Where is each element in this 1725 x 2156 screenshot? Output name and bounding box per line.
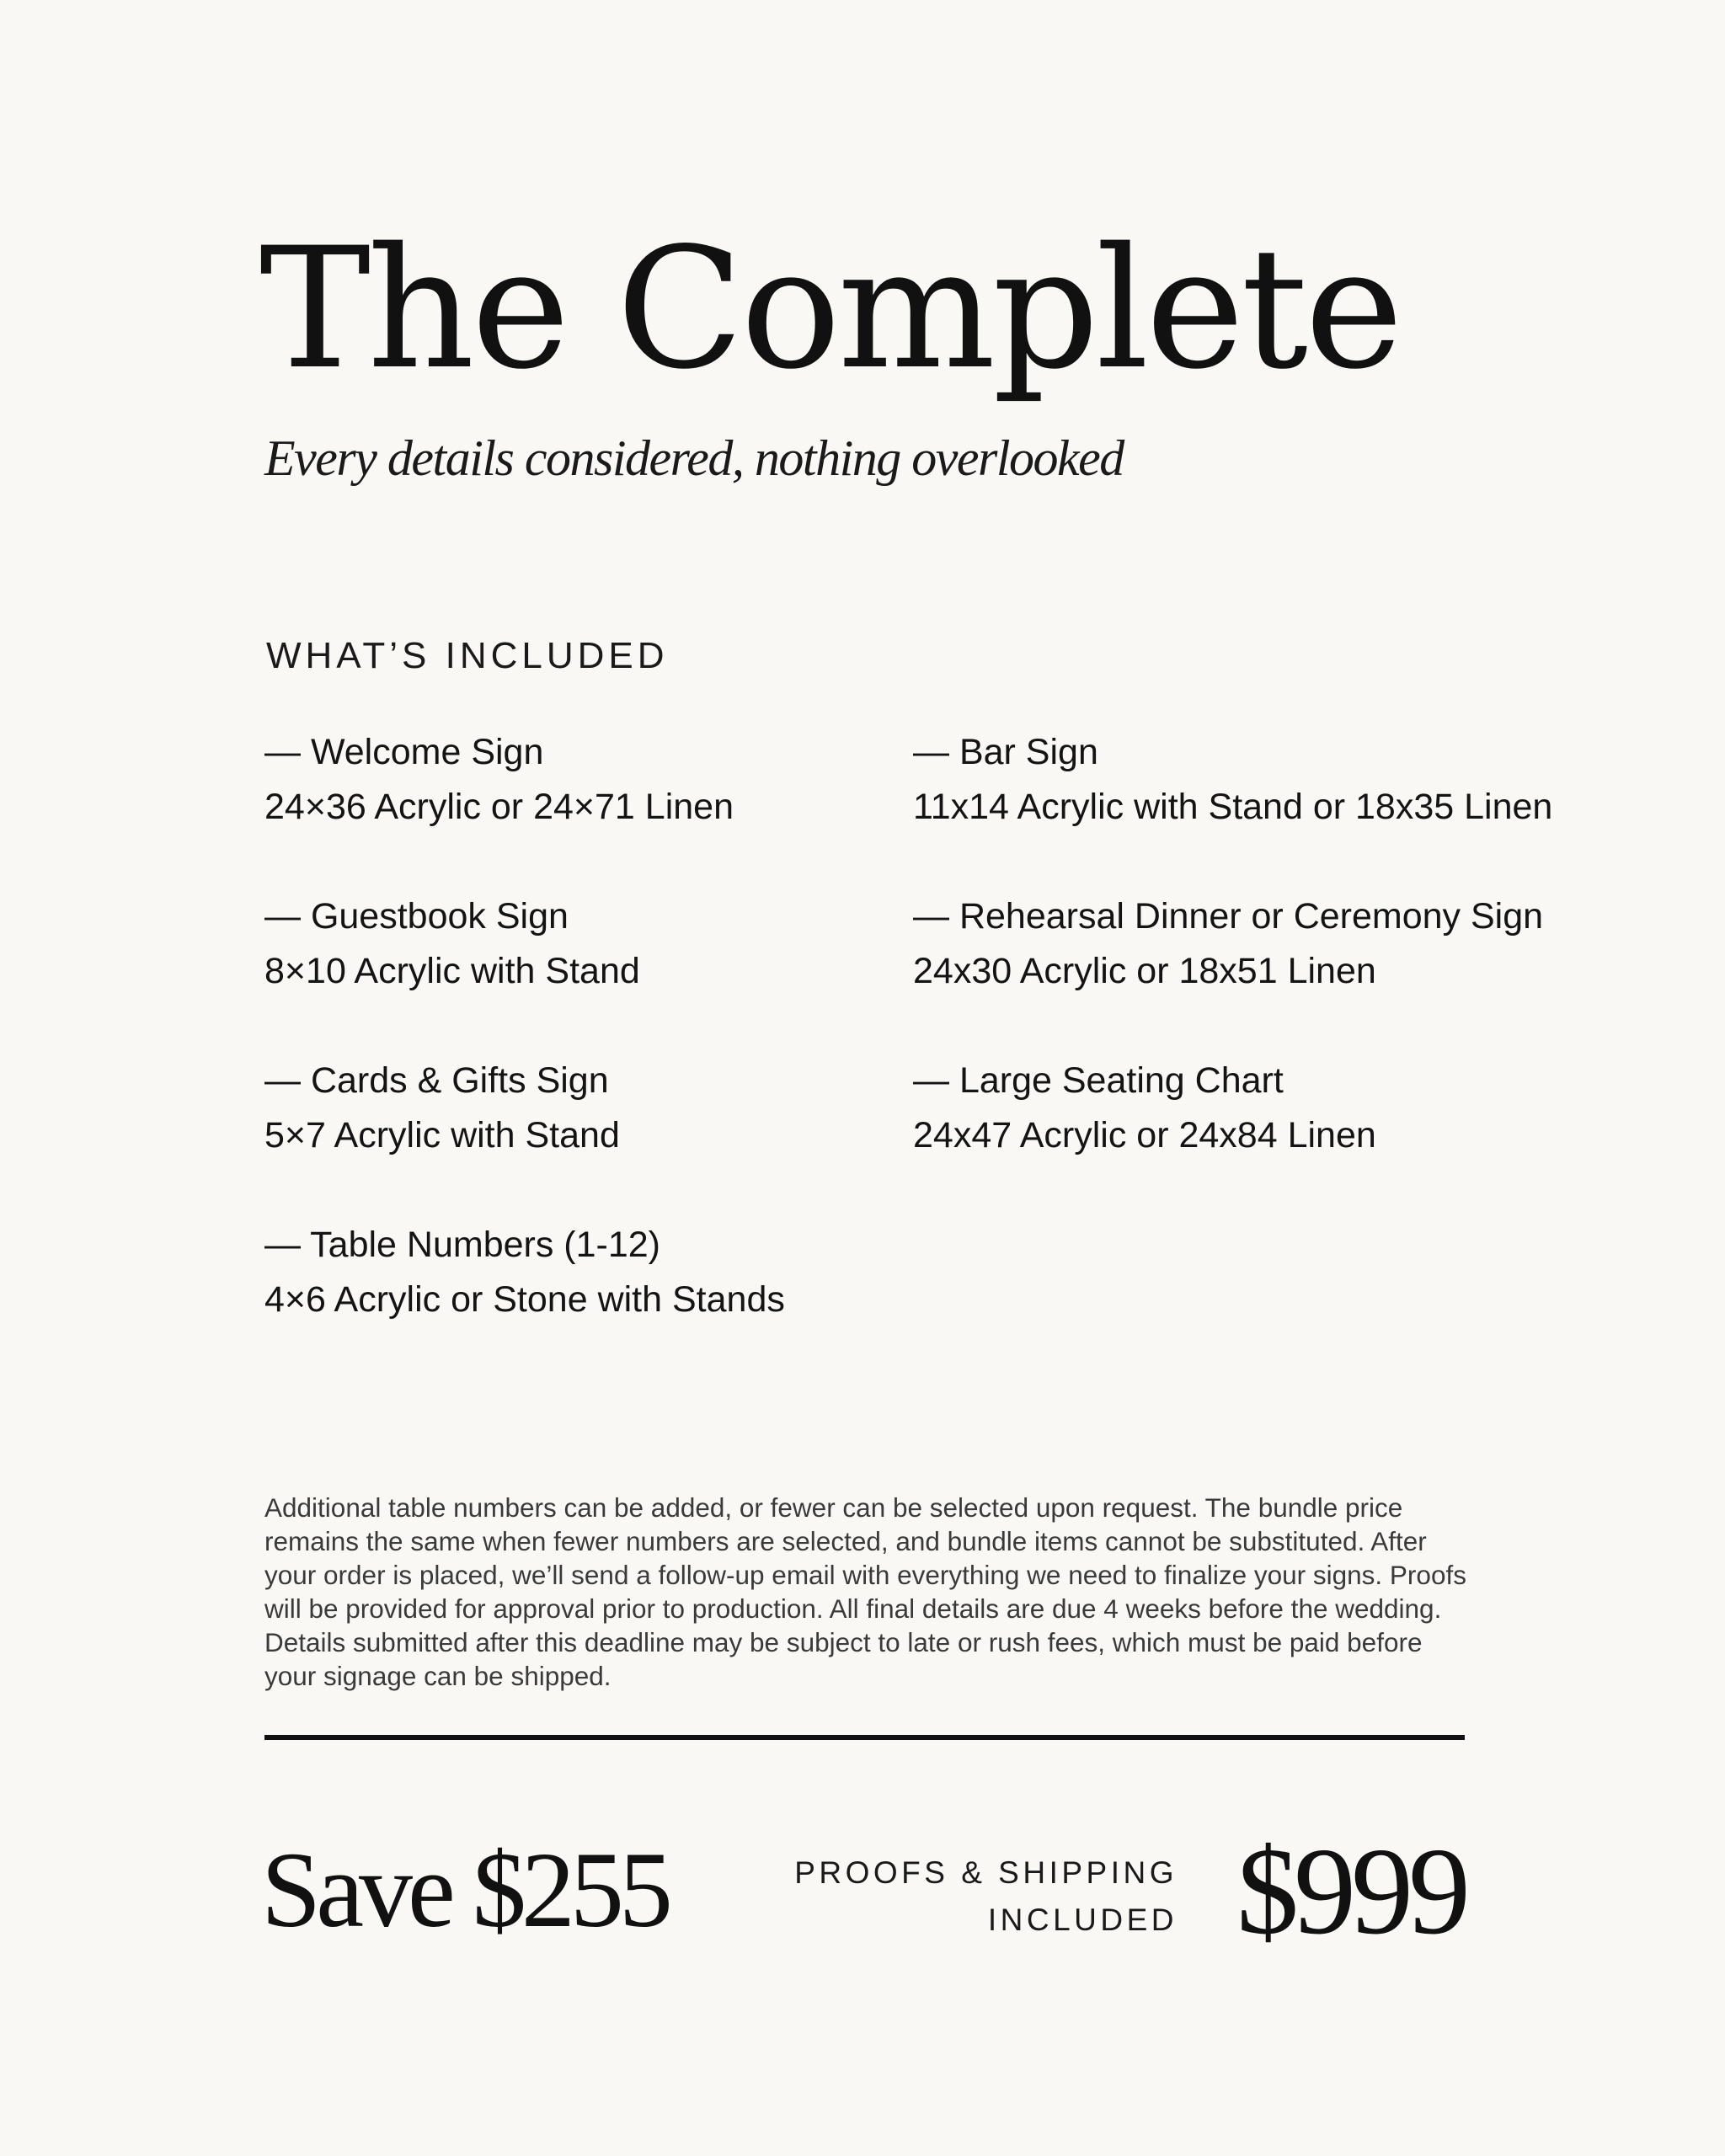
price-label: $999	[1236, 1822, 1466, 1961]
list-item-rehearsal-ceremony-sign	[913, 889, 1543, 999]
item-detail: 24×36 Acrylic or 24×71 Linen	[264, 787, 734, 827]
list-item-table-numbers	[264, 1218, 785, 1327]
list-item-seating-chart	[913, 1054, 1376, 1163]
item-detail: 24x47 Acrylic or 24x84 Linen	[913, 1115, 1376, 1155]
list-item-guestbook-sign	[264, 889, 640, 999]
list-item-bar-sign	[913, 725, 1552, 835]
item-detail: 11x14 Acrylic with Stand or 18x35 Linen	[913, 787, 1553, 827]
proofs-line-2: INCLUDED	[987, 1903, 1178, 1937]
item-detail: 4×6 Acrylic or Stone with Stands	[264, 1279, 785, 1320]
item-name: — Guestbook Sign	[264, 896, 569, 937]
page-title: The Complete	[259, 211, 1401, 406]
list-item-cards-gifts-sign	[264, 1054, 620, 1163]
item-detail: 8×10 Acrylic with Stand	[264, 951, 640, 991]
item-name: — Large Seating Chart	[913, 1060, 1284, 1101]
page-subtitle: Every details considered, nothing overlooked	[264, 430, 1124, 486]
fine-print-note: Additional table numbers can be added, or fewer can be selected upon request. The bundle price remains the same when fewer numbers are selected, and bundle items cannot be substituted. After your order is placed, we’ll send a follow-up email with everything we need to finalize your signs. Proofs will be provided for approval prior to production. All final details are due 4 weeks before the wedding. Details submitted after this deadline may be subject to late or rush fees, which must be paid before your signage can be shipped.	[264, 1492, 1466, 1691]
item-name: — Table Numbers (1-12)	[264, 1225, 660, 1265]
proofs-shipping-label	[794, 1849, 1178, 1944]
item-name: — Rehearsal Dinner or Ceremony Sign	[913, 896, 1544, 937]
item-name: — Welcome Sign	[264, 732, 544, 772]
item-name: — Cards & Gifts Sign	[264, 1060, 609, 1101]
proofs-line-1: PROOFS & SHIPPING	[794, 1855, 1178, 1890]
list-item-welcome-sign	[264, 725, 734, 835]
item-detail: 24x30 Acrylic or 18x51 Linen	[913, 951, 1376, 991]
divider	[264, 1735, 1465, 1740]
section-heading: WHAT’S INCLUDED	[266, 635, 669, 676]
savings-label: Save $255	[261, 1830, 668, 1950]
item-detail: 5×7 Acrylic with Stand	[264, 1115, 620, 1155]
item-name: — Bar Sign	[913, 732, 1098, 772]
